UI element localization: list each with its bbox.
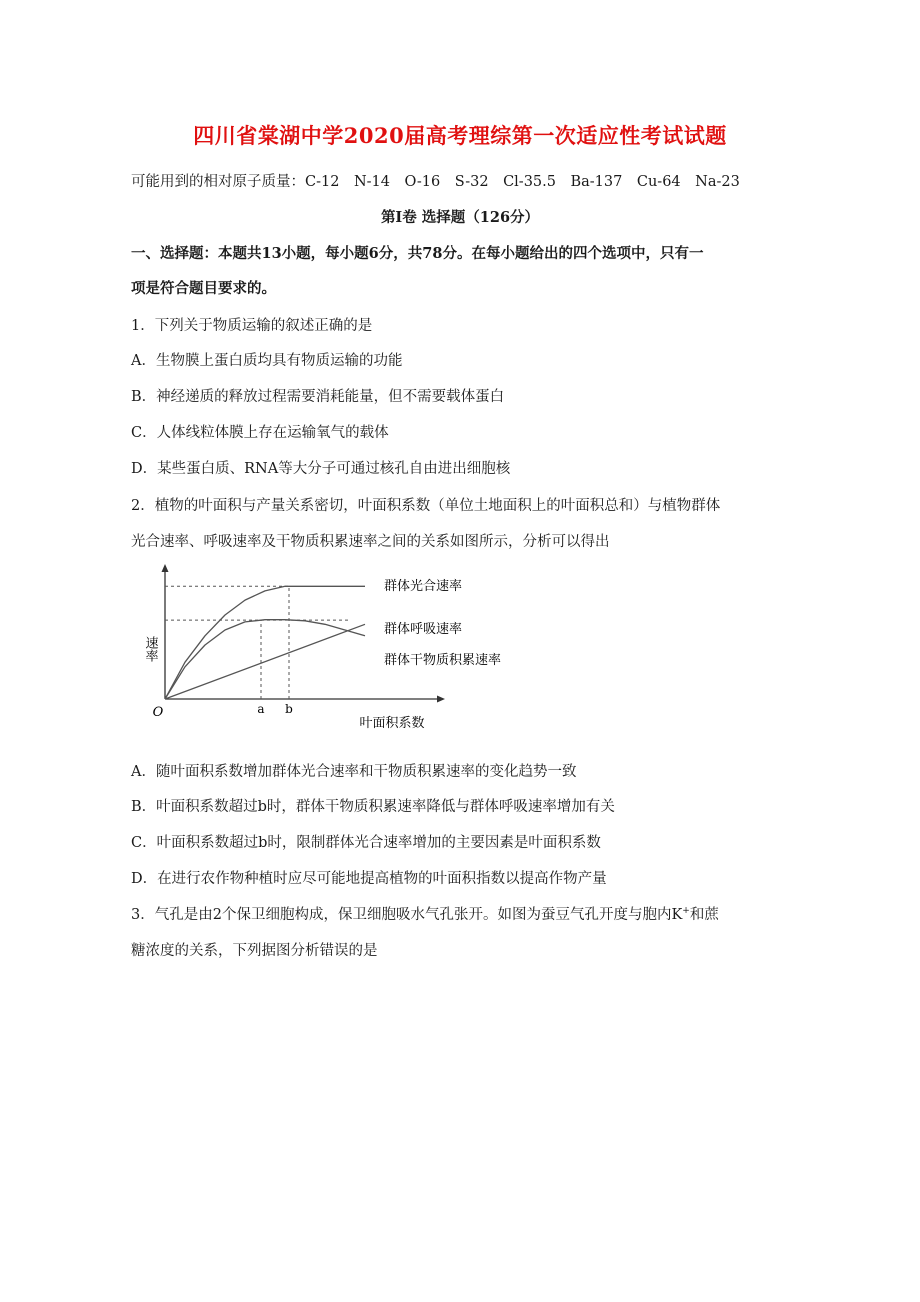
document-title: 四川省棠湖中学2020届高考理综第一次适应性考试试题 (193, 123, 727, 148)
q3-k-superscript: + (682, 906, 690, 917)
legend-respiration: 群体呼吸速率 (384, 622, 463, 637)
q2-option-a: A．随叶面积系数增加群体光合速率和干物质积累速率的变化趋势一致 (131, 764, 577, 780)
q2-stem-line-1: 2．植物的叶面积与产量关系密切，叶面积系数（单位土地面积上的叶面积总和）与植物群体 (131, 498, 721, 514)
instructions-line-2: 项是符合题目要求的。 (131, 280, 276, 297)
series-photosynthesis-curve (165, 586, 365, 699)
q3-stem-text: 3．气孔是由2个保卫细胞构成，保卫细胞吸水气孔张开。如图为蚕豆气孔开度与胞内K (131, 907, 683, 923)
q2-option-c: C．叶面积系数超过b时，限制群体光合速率增加的主要因素是叶面积系数 (131, 835, 601, 851)
q2-option-d: D．在进行农作物种植时应尽可能地提高植物的叶面积指数以提高作物产量 (131, 871, 607, 887)
x-tick-b: b (285, 702, 293, 716)
q1-stem: 1．下列关于物质运输的叙述正确的是 (131, 318, 373, 334)
q1-option-b: B．神经递质的释放过程需要消耗能量，但不需要载体蛋白 (131, 389, 505, 405)
x-axis-arrow (437, 696, 445, 703)
q2-option-b: B．叶面积系数超过b时，群体干物质积累速率降低与群体呼吸速率增加有关 (131, 799, 615, 815)
instructions-line-1: 一、选择题：本题共13小题，每小题6分，共78分。在每小题给出的四个选项中，只有一 (131, 245, 704, 262)
atomic-mass-line: 可能用到的相对原子质量：C-12 N-14 O-16 S-32 Cl-35.5 Ba-137 Cu-64 Na-23 (131, 174, 740, 190)
series-respiration-line (165, 624, 365, 699)
q1-option-a: A．生物膜上蛋白质均具有物质运输的功能 (131, 353, 403, 369)
origin-label: O (152, 705, 164, 720)
x-tick-a: a (257, 702, 265, 716)
x-axis-label: 叶面积系数 (359, 716, 425, 731)
q2-stem-line-2: 光合速率、呼吸速率及干物质积累速率之间的关系如图所示，分析可以得出 (131, 534, 610, 550)
legend-photosynthesis: 群体光合速率 (384, 579, 463, 594)
y-axis-arrow (162, 564, 169, 572)
rate-chart (142, 560, 548, 740)
q3-stem-line-2: 糖浓度的关系，下列据图分析错误的是 (131, 943, 378, 959)
q3-stem-line-1 (131, 903, 719, 924)
legend-dry-matter: 群体干物质积累速率 (384, 653, 502, 668)
q1-option-d: D．某些蛋白质、RNA等大分子可通过核孔自由进出细胞核 (131, 461, 511, 477)
section-header: 第Ⅰ卷 选择题（126分） (380, 209, 540, 226)
q1-option-c: C．人体线粒体膜上存在运输氧气的载体 (131, 425, 389, 441)
y-axis-label: 速率 (142, 636, 158, 662)
q3-stem-text-end: 和蔗 (689, 907, 719, 923)
